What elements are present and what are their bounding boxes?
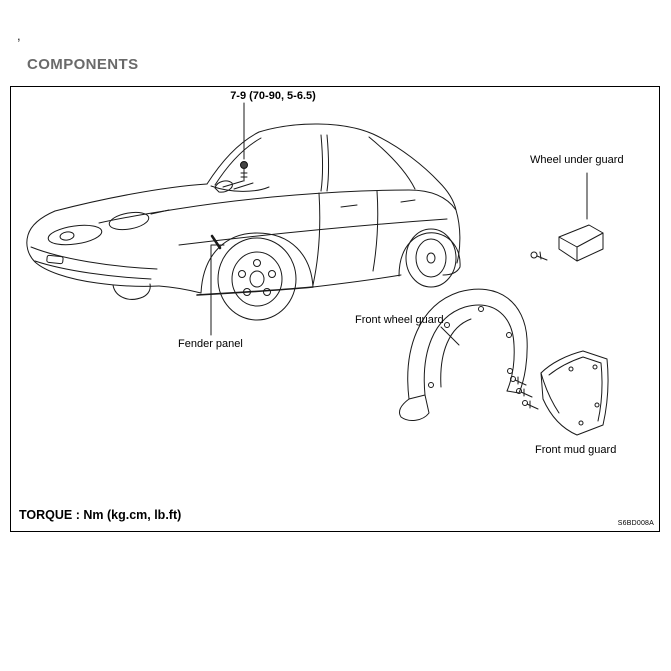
wheel-under-guard-label: Wheel under guard — [530, 154, 624, 166]
front-wheel-guard-label: Front wheel guard — [355, 314, 444, 326]
front-mud-guard-part — [541, 351, 608, 435]
fender-panel-label: Fender panel — [178, 338, 243, 350]
torque-callout-label: 7-9 (70-90, 5-6.5) — [230, 90, 316, 102]
diagram-panel — [10, 86, 660, 532]
figure-code: S6BD008A — [617, 520, 654, 527]
torque-note: TORQUE : Nm (kg.cm, lb.ft) — [19, 508, 182, 522]
wheel-under-guard-part — [531, 225, 603, 261]
leader-lines — [211, 103, 587, 345]
page-corner-mark: , — [17, 28, 21, 43]
front-wheel-guard-part — [399, 289, 527, 420]
bolt-icon — [241, 162, 248, 182]
components-heading: COMPONENTS — [27, 56, 139, 73]
front-mud-guard-label: Front mud guard — [535, 444, 617, 456]
car-illustration — [27, 124, 460, 320]
